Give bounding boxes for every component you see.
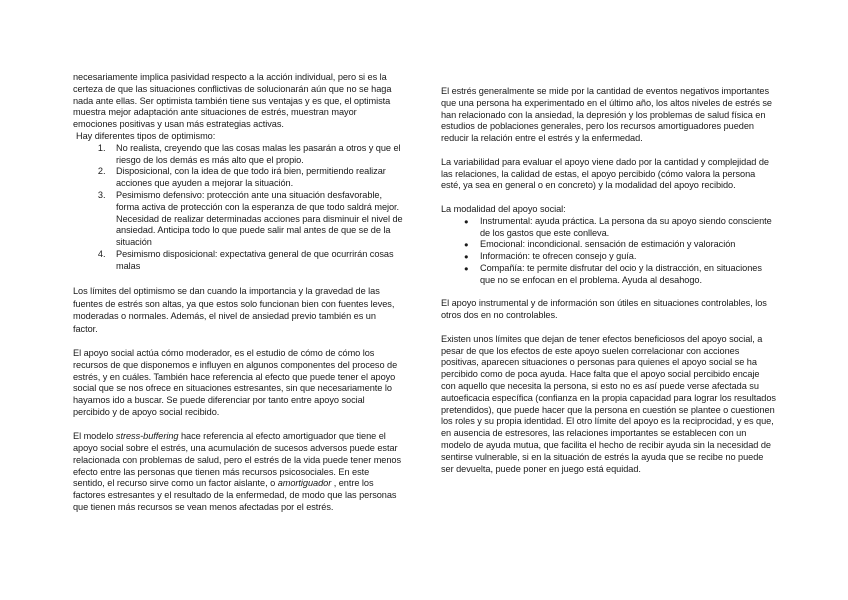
- amortiguador-term: amortiguador: [277, 478, 332, 489]
- optimism-type-item: 1. No realista, creyendo que las cosas malas les pasarán a otros y que el riesgo de los demás es más alto que el propio.: [108, 143, 403, 167]
- modality-item: ● Información: te ofrecen consejo y guía.: [464, 251, 776, 263]
- optimism-types-list: [73, 143, 403, 273]
- stress-buffering-term: stress-buffering: [115, 431, 179, 442]
- stress-buffering-paragraph: [73, 431, 403, 514]
- right-column: [441, 86, 776, 475]
- optimism-type-item: 4. Pesimismo disposicional: expectativa general de que ocurrirán cosas malas: [108, 249, 403, 273]
- left-column: [73, 72, 403, 514]
- support-modality-title: La modalidad del apoyo social:: [441, 203, 566, 214]
- support-modality-list: [441, 216, 776, 287]
- optimism-limits-paragraph: Los límites del optimismo se dan cuando la importancia y la gravedad de las fuentes de estrés son altas, ya que estos solo funcionan bien con fuentes leves, moderadas o normales. Además, el nivel de ansiedad previo también es un factor.: [73, 286, 395, 334]
- stress-buffering-text-b: hace referencia al efecto amortiguador que tiene el apoyo social sobre el estrés, una acumulación de sucesos adversos puede estar relacionada con problemas de salud, pero el estrés de la vida puede tener menos efecto entre las personas que tienen más recursos psicosociales. En este sentido, el recurso sirve como un factor aislante, o: [73, 431, 402, 489]
- support-variability-paragraph: La variabilidad para evaluar el apoyo viene dado por la cantidad y complejidad de las relaciones, la calidad de estas, el apoyo percibido (cómo valora la persona esté, ya sea en general o en concreto) y la modalidad del apoyo recibido.: [441, 156, 769, 191]
- stress-buffering-text-a: El modelo: [73, 431, 116, 442]
- optimism-intro-paragraph: necesariamente implica pasividad respecto a la acción individual, pero si es la certeza de que las situaciones conflictivas de solucionarán aún que no se haga nada ante ellas. Ser optimista también tiene sus ventajas y es que, el optimista muestra mejor adaptación ante situaciones de estrés, muestran mayor emociones positivas y usan más estrategias activas.: [73, 72, 392, 130]
- modality-item: ● Instrumental: ayuda práctica. La persona da su apoyo siendo consciente de los gastos que este conlleva.: [464, 216, 776, 240]
- modality-item: ● Compañía: te permite disfrutar del ocio y la distracción, en situaciones que no se enfocan en el problema. Ayuda al desahogo.: [464, 263, 776, 287]
- optimism-type-item: 2. Disposicional, con la idea de que todo irá bien, permitiendo realizar acciones que ayuden a mejorar la situación.: [108, 166, 403, 190]
- support-limits-paragraph: Existen unos límites que dejan de tener efectos beneficiosos del apoyo social, a pesar de que los efectos de este apoyo suelen correlacionar con acciones positivas, aparecen situaciones o personas para quienes el apoyo social se ha percibido como de poca ayuda. Hace falta que el apoyo social percibido encaje con aquello que necesita la persona, si esto no es así puede verse afectada su autoeficacia específica (confianza en la propia capacidad para lograr los resultados pretendidos), que puede hacer que la persona en cuestión se plantee o cuestionen los roles y su propia identidad. El otro límite del apoyo es la reciprocidad, y es que, en ausencia de estresores, las relaciones importantes se establecen con un modelo de ayuda mutua, que facilita el hecho de recibir ayuda sin la necesidad de sentirse vulnerable, si en la situación de estrés la ayuda que se recibe no puede ser devuelta, puede poner en juego está equidad.: [441, 333, 776, 474]
- modality-item: ● Emocional: incondicional. sensación de estimación y valoración: [464, 239, 776, 251]
- support-usefulness-paragraph: El apoyo instrumental y de información son útiles en situaciones controlables, los otros dos en no controlables.: [441, 298, 767, 321]
- stress-buffering-text-c: , entre los factores estresantes y el resultado de la enfermedad, de modo que las personas que tienen más recursos se vean menos afectadas por el estrés.: [73, 478, 397, 512]
- optimism-type-item: 3. Pesimismo defensivo: protección ante una situación desfavorable, forma activa de protección con la esperanza de que todo saldrá mejor. Necesidad de realizar determinadas acciones para disminuir el nivel de ansiedad. Anticipa todo lo que puede salir mal antes de que se de la situación: [108, 190, 403, 249]
- social-support-paragraph: El apoyo social actúa cómo moderador, es el estudio de cómo de cómo los recursos de que disponemos e influyen en algunos componentes del proceso de estrés, y en cuáles. También hace referencia al efecto que puede tener el apoyo social que se nos ofrece en situaciones estresantes, sin que necesariamente lo hayamos ido a buscar. Se puede diferenciar por tanto entre apoyo social percibido y de apoyo social recibido.: [73, 347, 398, 417]
- stress-measure-paragraph: El estrés generalmente se mide por la cantidad de eventos negativos importantes que una persona ha experimentado en el último año, los altos niveles de estrés se han relacionado con la ansiedad, la depresión y los problemas de salud física en estudios de poblaciones generales, pero los recursos amortiguadores pueden reducir la relación entre el estrés y la enfermedad.: [441, 86, 772, 144]
- optimism-types-title: Hay diferentes tipos de optimismo:: [76, 130, 216, 141]
